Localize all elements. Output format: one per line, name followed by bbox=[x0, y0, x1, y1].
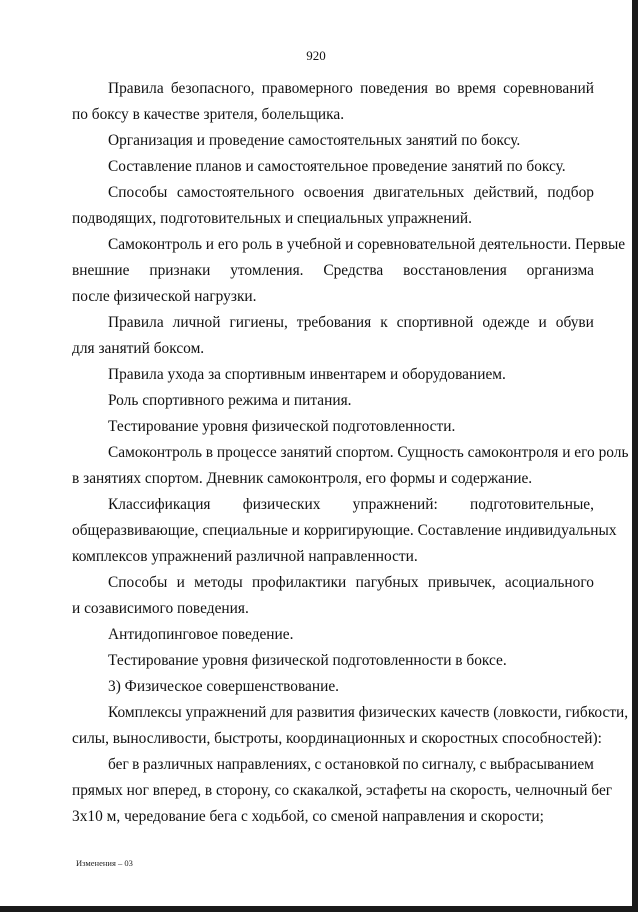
text-line bbox=[72, 310, 594, 336]
paragraph bbox=[72, 180, 594, 232]
word: Способы bbox=[108, 574, 168, 591]
text-line: после физической нагрузки. bbox=[72, 288, 257, 305]
word: безопасного, bbox=[170, 80, 255, 97]
text-line bbox=[72, 492, 594, 518]
word: спортивной bbox=[396, 314, 474, 331]
word: требования bbox=[296, 314, 372, 331]
text-line: комплексов упражнений различной направленности. bbox=[72, 548, 418, 565]
text-line: силы, выносливости, быстроты, координационных и скоростных способностей): bbox=[72, 730, 602, 747]
paragraph bbox=[72, 76, 594, 128]
word: организма bbox=[526, 262, 594, 279]
text-line bbox=[72, 76, 594, 102]
word: подготовительные, bbox=[470, 496, 594, 513]
paragraph bbox=[72, 570, 594, 622]
word: Способы bbox=[108, 184, 168, 201]
word: бег bbox=[108, 756, 129, 773]
word: одежде bbox=[482, 314, 530, 331]
text-line: Составление планов и самостоятельное проведение занятий по боксу. bbox=[108, 158, 566, 175]
word: Правила bbox=[108, 80, 164, 97]
text-line: и созависимого поведения. bbox=[72, 600, 249, 617]
text-line: 3x10 м, чередование бега с ходьбой, со сменой направления и скорости; bbox=[72, 808, 544, 825]
text-line: по боксу в качестве зрителя, болельщика. bbox=[72, 106, 345, 123]
footer-revision-note: Изменения – 03 bbox=[76, 858, 133, 868]
paragraph bbox=[72, 414, 594, 440]
word: к bbox=[380, 314, 388, 331]
paragraph bbox=[72, 388, 594, 414]
text-line: Тестирование уровня физической подготовленности в боксе. bbox=[108, 652, 507, 669]
word: время bbox=[457, 80, 496, 97]
text-line: подводящих, подготовительных и специальных упражнений. bbox=[72, 210, 472, 227]
text-line bbox=[72, 570, 594, 596]
word: правомерного bbox=[261, 80, 353, 97]
text-line bbox=[72, 752, 594, 778]
paragraph bbox=[72, 232, 626, 310]
word: привычек, bbox=[427, 574, 496, 591]
word: остановкой bbox=[324, 756, 400, 773]
word: профилактики bbox=[252, 574, 347, 591]
word: во bbox=[435, 80, 451, 97]
text-line bbox=[72, 258, 594, 284]
text-line: в занятиях спортом. Дневник самоконтроля, его формы и содержание. bbox=[72, 470, 533, 487]
paragraph bbox=[72, 648, 594, 674]
word: различных bbox=[142, 756, 214, 773]
text-line: для занятий боксом. bbox=[72, 340, 205, 357]
word: с bbox=[314, 756, 322, 773]
paragraph bbox=[72, 752, 613, 830]
page-number: 920 bbox=[306, 48, 326, 63]
paragraph bbox=[72, 622, 594, 648]
word: личной bbox=[172, 314, 221, 331]
text-line: Комплексы упражнений для развития физических качеств (ловкости, гибкости, bbox=[108, 704, 629, 721]
paragraph bbox=[72, 674, 594, 700]
word: в bbox=[132, 756, 140, 773]
text-line bbox=[72, 180, 594, 206]
word: гигиены, bbox=[229, 314, 288, 331]
text-line: Организация и проведение самостоятельных занятий по боксу. bbox=[108, 132, 521, 149]
word: и bbox=[538, 314, 547, 331]
word: методы bbox=[194, 574, 243, 591]
word: поведения bbox=[360, 80, 429, 97]
word: направлениях, bbox=[216, 756, 312, 773]
document-body bbox=[72, 76, 629, 830]
text-line: Самоконтроль и его роль в учебной и соревновательной деятельности. Первые bbox=[108, 236, 626, 253]
word: упражнений: bbox=[352, 496, 438, 513]
text-line: Антидопинговое поведение. bbox=[108, 626, 294, 643]
word: асоциального bbox=[504, 574, 594, 591]
word: пагубных bbox=[355, 574, 419, 591]
word: Средства bbox=[323, 262, 384, 279]
text-line: 3) Физическое совершенствование. bbox=[108, 678, 340, 695]
text-line: Правила ухода за спортивным инвентарем и оборудованием. bbox=[108, 366, 506, 383]
word: самостоятельного bbox=[176, 184, 295, 201]
word: и bbox=[176, 574, 185, 591]
word: восстановления bbox=[403, 262, 507, 279]
word: утомления. bbox=[230, 262, 304, 279]
word: выбрасыванием bbox=[489, 756, 594, 773]
paragraph bbox=[72, 362, 594, 388]
word: физических bbox=[242, 496, 321, 513]
text-line: Самоконтроль в процессе занятий спортом. Сущность самоконтроля и его роль bbox=[108, 444, 629, 461]
text-line: Роль спортивного режима и питания. bbox=[108, 392, 352, 409]
word: по bbox=[402, 756, 419, 773]
paragraph bbox=[72, 128, 594, 154]
word: подбор bbox=[547, 184, 594, 201]
paragraph bbox=[72, 440, 629, 492]
paragraph bbox=[72, 492, 617, 570]
word: признаки bbox=[149, 262, 211, 279]
text-line: прямых ног вперед, в сторону, со скакалкой, эстафеты на скорость, челночный бег bbox=[72, 782, 613, 799]
paragraph bbox=[72, 154, 594, 180]
word: соревнований bbox=[503, 80, 594, 97]
word: с bbox=[479, 756, 487, 773]
word: освоения bbox=[303, 184, 365, 201]
text-line: Тестирование уровня физической подготовленности. bbox=[108, 418, 456, 435]
paragraph bbox=[72, 310, 594, 362]
paragraph bbox=[72, 700, 629, 752]
word: действий, bbox=[473, 184, 538, 201]
word: внешние bbox=[72, 262, 130, 279]
word: двигательных bbox=[373, 184, 465, 201]
word: Правила bbox=[108, 314, 164, 331]
word: сигналу, bbox=[421, 756, 477, 773]
text-line: общеразвивающие, специальные и корригирующие. Составление индивидуальных bbox=[72, 522, 617, 539]
word: обуви bbox=[555, 314, 594, 331]
word: Классификация bbox=[108, 496, 211, 513]
